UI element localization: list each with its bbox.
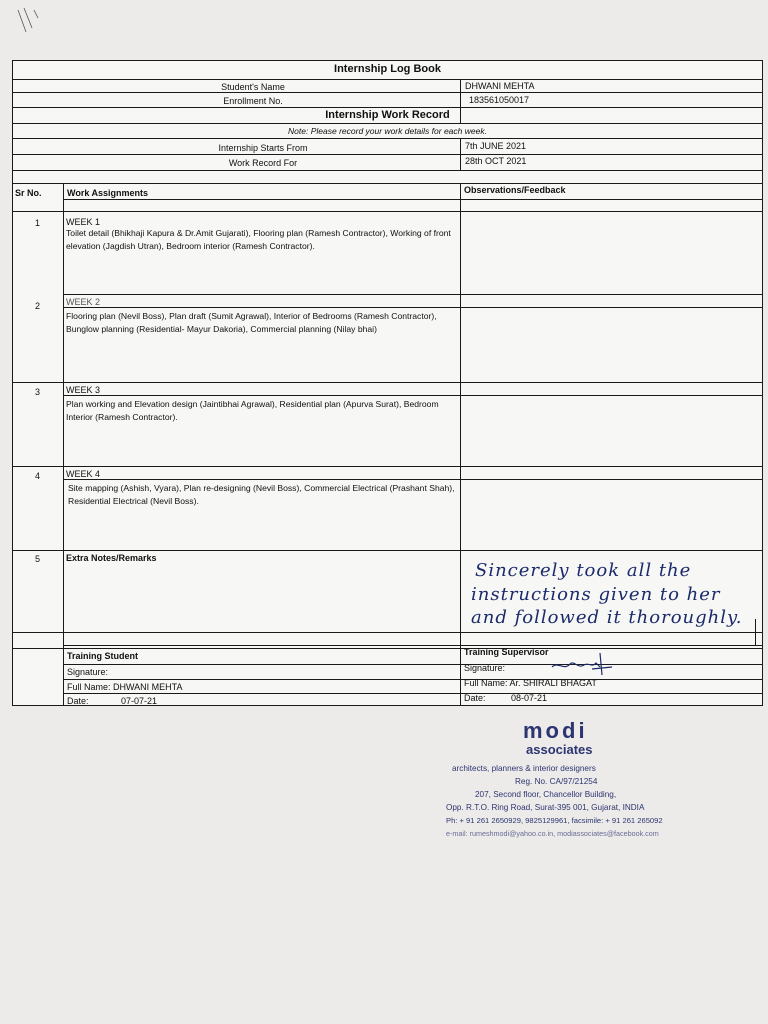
supervisor-full-name: Full Name: Ar. SHIRALI BHAGAT bbox=[464, 678, 597, 688]
student-name-label: Student's Name bbox=[221, 82, 285, 92]
observations-header: Observations/Feedback bbox=[464, 185, 566, 195]
supervisor-date: 08-07-21 bbox=[511, 693, 548, 703]
instruction-note: Note: Please record your work details for each week. bbox=[288, 126, 487, 136]
student-date: 07-07-21 bbox=[121, 696, 158, 706]
internship-log-form bbox=[12, 60, 763, 706]
stamp-tagline: architects, planners & interior designers bbox=[452, 764, 596, 773]
row-1-sr: 1 bbox=[35, 218, 41, 228]
training-supervisor-title: Training Supervisor bbox=[464, 647, 549, 657]
student-full-name: Full Name: DHWANI MEHTA bbox=[67, 682, 183, 692]
work-assignments-header: Work Assignments bbox=[67, 188, 149, 198]
extra-notes-label: Extra Notes/Remarks bbox=[66, 553, 157, 563]
supervisor-signature-scribble bbox=[548, 649, 618, 677]
week-3-label: WEEK 3 bbox=[66, 385, 101, 395]
supervisor-date-label: Date: bbox=[464, 693, 486, 703]
stamp-reg-no: Reg. No. CA/97/21254 bbox=[515, 777, 598, 786]
stamp-phone: Ph: + 91 261 2650929, 9825129961, facsimile: + 91 261 265092 bbox=[446, 816, 663, 825]
week-2-details: Flooring plan (Nevil Boss), Plan draft (Sumit Agrawal), Interior of Bedrooms (Ramesh Contractor), Bunglow planning (Residential- Mayur Dakoria), Commercial planning (Nilay bhai) bbox=[66, 311, 437, 334]
stamp-address-line-1: 207, Second floor, Chancellor Building, bbox=[475, 790, 617, 799]
record-for-label: Work Record For bbox=[228, 158, 298, 168]
week-1-label: WEEK 1 bbox=[66, 217, 101, 227]
training-student-title: Training Student bbox=[67, 651, 138, 661]
starts-from-value: 7th JUNE 2021 bbox=[465, 141, 527, 151]
row-2-sr: 2 bbox=[35, 301, 41, 311]
week-4-label: WEEK 4 bbox=[66, 469, 101, 479]
log-book-title: Internship Log Book bbox=[334, 63, 441, 75]
supervisor-signature-label: Signature: bbox=[464, 663, 506, 673]
stamp-address-line-2: Opp. R.T.O. Ring Road, Surat-395 001, Gujarat, INDIA bbox=[446, 803, 645, 812]
stamp-email: e-mail: rumeshmodi@yahoo.co.in, modiassociates@facebook.com bbox=[446, 829, 659, 838]
handwritten-feedback-line-3: and followed it thoroughly. bbox=[471, 607, 743, 628]
record-for-value: 28th OCT 2021 bbox=[465, 156, 527, 166]
week-3-details: Plan working and Elevation design (Jaintibhai Agrawal), Residential plan (Apurva Surat), Bedroom Interior (Ramesh Contractor). bbox=[66, 399, 439, 422]
row-3-sr: 3 bbox=[35, 387, 41, 397]
row-4-sr: 4 bbox=[35, 471, 41, 481]
work-record-title: Internship Work Record bbox=[325, 109, 450, 121]
handwritten-feedback-line-2: instructions given to her bbox=[471, 584, 721, 605]
week-1-details: Toilet detail (Bhikhaji Kapura & Dr.Amit Gujarati), Flooring plan (Ramesh Contractor), Working of front elevation (Jagdish Utran), Bedroom interior (Ramesh Contractor). bbox=[66, 228, 451, 251]
enrollment-label: Enrollment No. bbox=[223, 96, 283, 106]
stamp-company-name: associates bbox=[526, 742, 593, 757]
week-4-details: Site mapping (Ashish, Vyara), Plan re-designing (Nevil Boss), Commercial Electrical (Prashant Shah), Residential Electrical (Nevil Boss). bbox=[68, 483, 455, 506]
student-name-value: DHWANI MEHTA bbox=[465, 81, 535, 91]
enrollment-value: 183561050017 bbox=[469, 95, 530, 105]
week-2-label: WEEK 2 bbox=[66, 297, 101, 307]
stamp-logo: modi bbox=[523, 718, 588, 743]
student-signature-label: Signature: bbox=[67, 667, 109, 677]
handwritten-feedback-line-1: Sincerely took all the bbox=[475, 560, 692, 581]
sr-no-header: Sr No. bbox=[15, 188, 42, 198]
scan-mark-lines bbox=[14, 8, 44, 38]
row-5-sr: 5 bbox=[35, 554, 41, 564]
starts-from-label: Internship Starts From bbox=[218, 143, 308, 153]
student-date-label: Date: bbox=[67, 696, 89, 706]
